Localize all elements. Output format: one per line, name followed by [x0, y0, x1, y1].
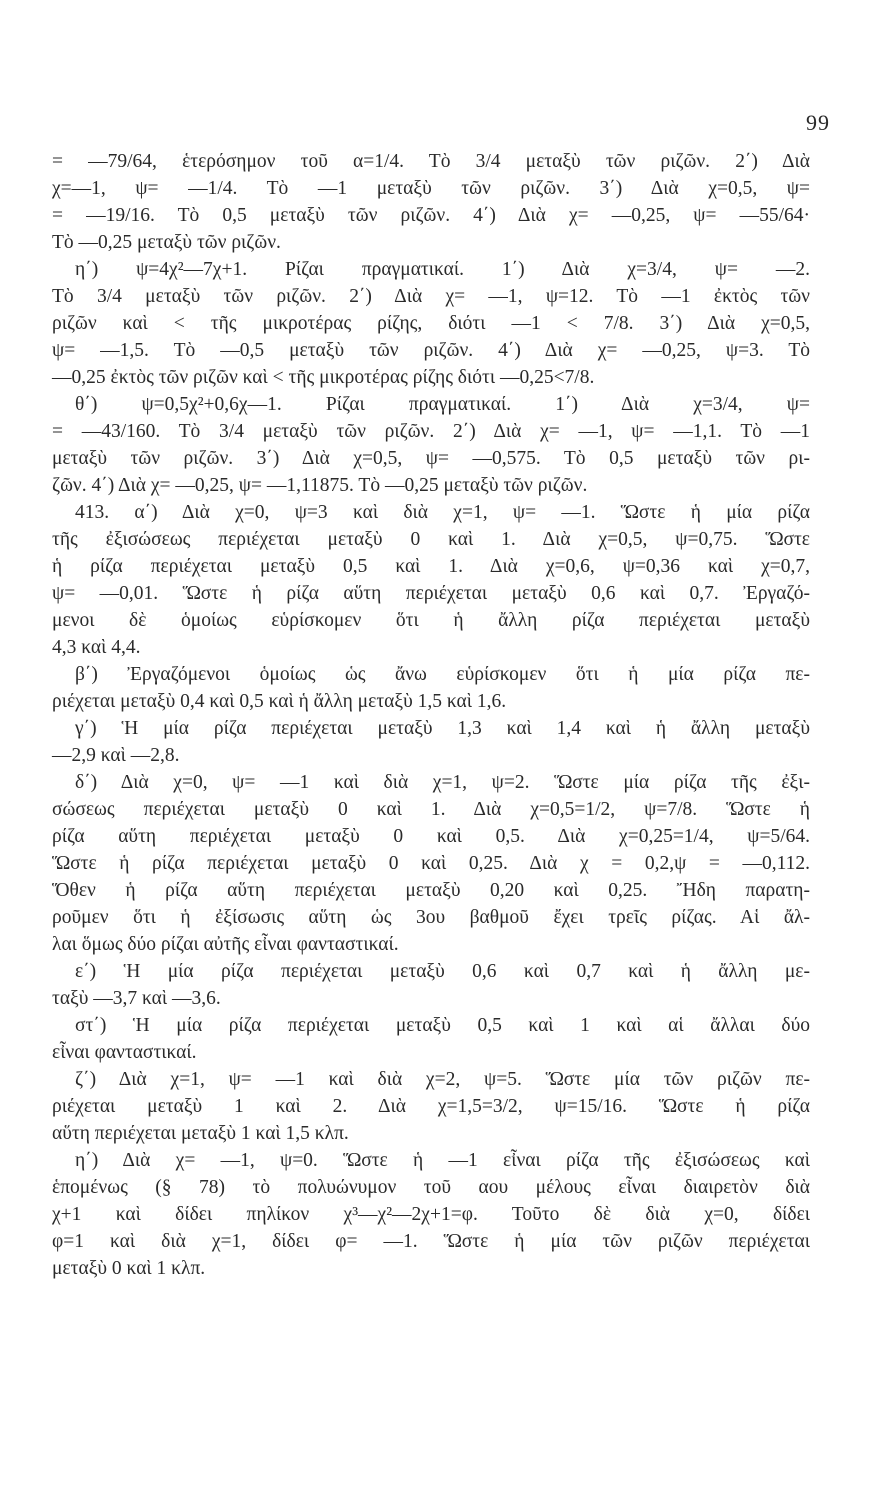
- text-line: τῆς ἐξισώσεως περιέχεται μεταξὺ 0 καὶ 1. Διὰ χ=0,5, ψ=0,75. Ὥστε: [52, 529, 810, 550]
- text-line: Ὅθεν ἡ ρίζα αὕτη περιέχεται μεταξὺ 0,20 καὶ 0,25. Ἤδη παρατη-: [52, 880, 810, 901]
- text-line: ριζῶν καὶ < τῆς μικροτέρας ρίζης, διότι —1 < 7/8. 3΄) Διὰ χ=0,5,: [52, 313, 810, 334]
- text-line: = —19/16. Τὸ 0,5 μεταξὺ τῶν ριζῶν. 4΄) Διὰ χ= —0,25, ψ= —55/64·: [52, 205, 810, 226]
- text-line: η΄) ψ=4χ²—7χ+1. Ρίζαι πραγματικαί. 1΄) Διὰ χ=3/4, ψ= —2.: [75, 259, 810, 280]
- text-line: σώσεως περιέχεται μεταξὺ 0 καὶ 1. Διὰ χ=0,5=1/2, ψ=7/8. Ὥστε ἡ: [52, 799, 810, 820]
- text-line: φ=1 καὶ διὰ χ=1, δίδει φ= —1. Ὥστε ἡ μία τῶν ριζῶν περιέχεται: [52, 1231, 810, 1252]
- paragraph: [52, 1012, 810, 1066]
- text-line: 4,3 καὶ 4,4.: [52, 637, 141, 658]
- text-line: εἶναι φανταστικαί.: [52, 1042, 197, 1063]
- paragraph: [52, 391, 810, 499]
- text-line: ψ= —0,01. Ὥστε ἡ ρίζα αὕτη περιέχεται μεταξὺ 0,6 καὶ 0,7. Ἐργαζό-: [52, 583, 810, 604]
- text-line: Τὸ 3/4 μεταξὺ τῶν ριζῶν. 2΄) Διὰ χ= —1, ψ=12. Τὸ —1 ἐκτὸς τῶν: [52, 286, 810, 307]
- text-line: αὕτη περιέχεται μεταξὺ 1 καὶ 1,5 κλπ.: [52, 1123, 349, 1144]
- text-line: = —79/64, ἑτερόσημον τοῦ α=1/4. Τὸ 3/4 μεταξὺ τῶν ριζῶν. 2΄) Διὰ: [52, 151, 810, 172]
- paragraph: [52, 1066, 810, 1147]
- text-line: ρίζα αὕτη περιέχεται μεταξὺ 0 καὶ 0,5. Διὰ χ=0,25=1/4, ψ=5/64.: [52, 826, 810, 847]
- text-line: μεταξὺ τῶν ριζῶν. 3΄) Διὰ χ=0,5, ψ= —0,575. Τὸ 0,5 μεταξὺ τῶν ρι-: [52, 448, 810, 469]
- text-line: χ+1 καὶ δίδει πηλίκον χ³—χ²—2χ+1=φ. Τοῦτο δὲ διὰ χ=0, δίδει: [52, 1204, 810, 1225]
- paragraph: [52, 715, 810, 769]
- text-line: ριέχεται μεταξὺ 1 καὶ 2. Διὰ χ=1,5=3/2, ψ=15/16. Ὥστε ἡ ρίζα: [52, 1096, 810, 1117]
- text-line: η΄) Διὰ χ= —1, ψ=0. Ὥστε ἡ —1 εἶναι ρίζα τῆς ἐξισώσεως καὶ: [75, 1150, 810, 1171]
- paragraph: [52, 499, 810, 661]
- text-line: —2,9 καὶ —2,8.: [52, 745, 180, 766]
- text-line: λαι ὅμως δύο ρίζαι αὐτῆς εἶναι φανταστικαί.: [52, 934, 399, 955]
- paragraph: [52, 661, 810, 715]
- text-line: ζῶν. 4΄) Διὰ χ= —0,25, ψ= —1,11875. Τὸ —0,25 μεταξὺ τῶν ριζῶν.: [52, 475, 588, 496]
- text-line: = —43/160. Τὸ 3/4 μεταξὺ τῶν ριζῶν. 2΄) Διὰ χ= —1, ψ= —1,1. Τὸ —1: [52, 421, 810, 442]
- text-line: Τὸ —0,25 μεταξὺ τῶν ριζῶν.: [52, 232, 281, 253]
- text-line: ε΄) Ἡ μία ρίζα περιέχεται μεταξὺ 0,6 καὶ 0,7 καὶ ἡ ἄλλη με-: [75, 961, 810, 982]
- text-line: ροῦμεν ὅτι ἡ ἐξίσωσις αὕτη ὡς 3ου βαθμοῦ ἔχει τρεῖς ρίζας. Αἱ ἄλ-: [52, 907, 810, 928]
- page-body: [52, 148, 810, 1282]
- text-line: ἡ ρίζα περιέχεται μεταξὺ 0,5 καὶ 1. Διὰ χ=0,6, ψ=0,36 καὶ χ=0,7,: [52, 556, 810, 577]
- paragraph: [52, 769, 810, 958]
- text-line: θ΄) ψ=0,5χ²+0,6χ—1. Ρίζαι πραγματικαί. 1΄) Διὰ χ=3/4, ψ=: [75, 394, 810, 415]
- paragraph: [52, 148, 810, 256]
- text-line: δ΄) Διὰ χ=0, ψ= —1 καὶ διὰ χ=1, ψ=2. Ὥστε μία ρίζα τῆς ἐξι-: [75, 772, 810, 793]
- text-line: Ὥστε ἡ ρίζα περιέχεται μεταξὺ 0 καὶ 0,25. Διὰ χ = 0,2,ψ = —0,112.: [52, 853, 810, 874]
- text-line: ταξὺ —3,7 καὶ —3,6.: [52, 988, 221, 1009]
- page-number: 99: [806, 110, 830, 135]
- paragraph: [52, 958, 810, 1012]
- text-line: μενοι δὲ ὁμοίως εὑρίσκομεν ὅτι ἡ ἄλλη ρίζα περιέχεται μεταξὺ: [52, 610, 810, 631]
- text-line: γ΄) Ἡ μία ρίζα περιέχεται μεταξὺ 1,3 καὶ 1,4 καὶ ἡ ἄλλη μεταξὺ: [75, 718, 810, 739]
- text-line: μεταξὺ 0 καὶ 1 κλπ.: [52, 1258, 206, 1279]
- text-line: β΄) Ἐργαζόμενοι ὁμοίως ὡς ἄνω εὑρίσκομεν ὅτι ἡ μία ρίζα πε-: [75, 664, 810, 685]
- text-line: χ=—1, ψ= —1/4. Τὸ —1 μεταξὺ τῶν ριζῶν. 3΄) Διὰ χ=0,5, ψ=: [52, 178, 810, 199]
- paragraph: [52, 1147, 810, 1282]
- text-line: ριέχεται μεταξὺ 0,4 καὶ 0,5 καὶ ἡ ἄλλη μεταξὺ 1,5 καὶ 1,6.: [52, 691, 507, 712]
- text-line: —0,25 ἐκτὸς τῶν ριζῶν καὶ < τῆς μικροτέρας ρίζης διότι —0,25<7/8.: [52, 367, 595, 388]
- text-line: 413. α΄) Διὰ χ=0, ψ=3 καὶ διὰ χ=1, ψ= —1. Ὥστε ἡ μία ρίζα: [75, 502, 810, 523]
- text-line: ψ= —1,5. Τὸ —0,5 μεταξὺ τῶν ριζῶν. 4΄) Διὰ χ= —0,25, ψ=3. Τὸ: [52, 340, 810, 361]
- paragraph: [52, 256, 810, 391]
- text-line: ζ΄) Διὰ χ=1, ψ= —1 καὶ διὰ χ=2, ψ=5. Ὥστε μία τῶν ριζῶν πε-: [75, 1069, 810, 1090]
- text-line: στ΄) Ἡ μία ρίζα περιέχεται μεταξὺ 0,5 καὶ 1 καὶ αἱ ἄλλαι δύο: [75, 1015, 810, 1036]
- text-line: ἑπομένως (§ 78) τὸ πολυώνυμον τοῦ αου μέλους εἶναι διαιρετὸν διὰ: [52, 1177, 810, 1198]
